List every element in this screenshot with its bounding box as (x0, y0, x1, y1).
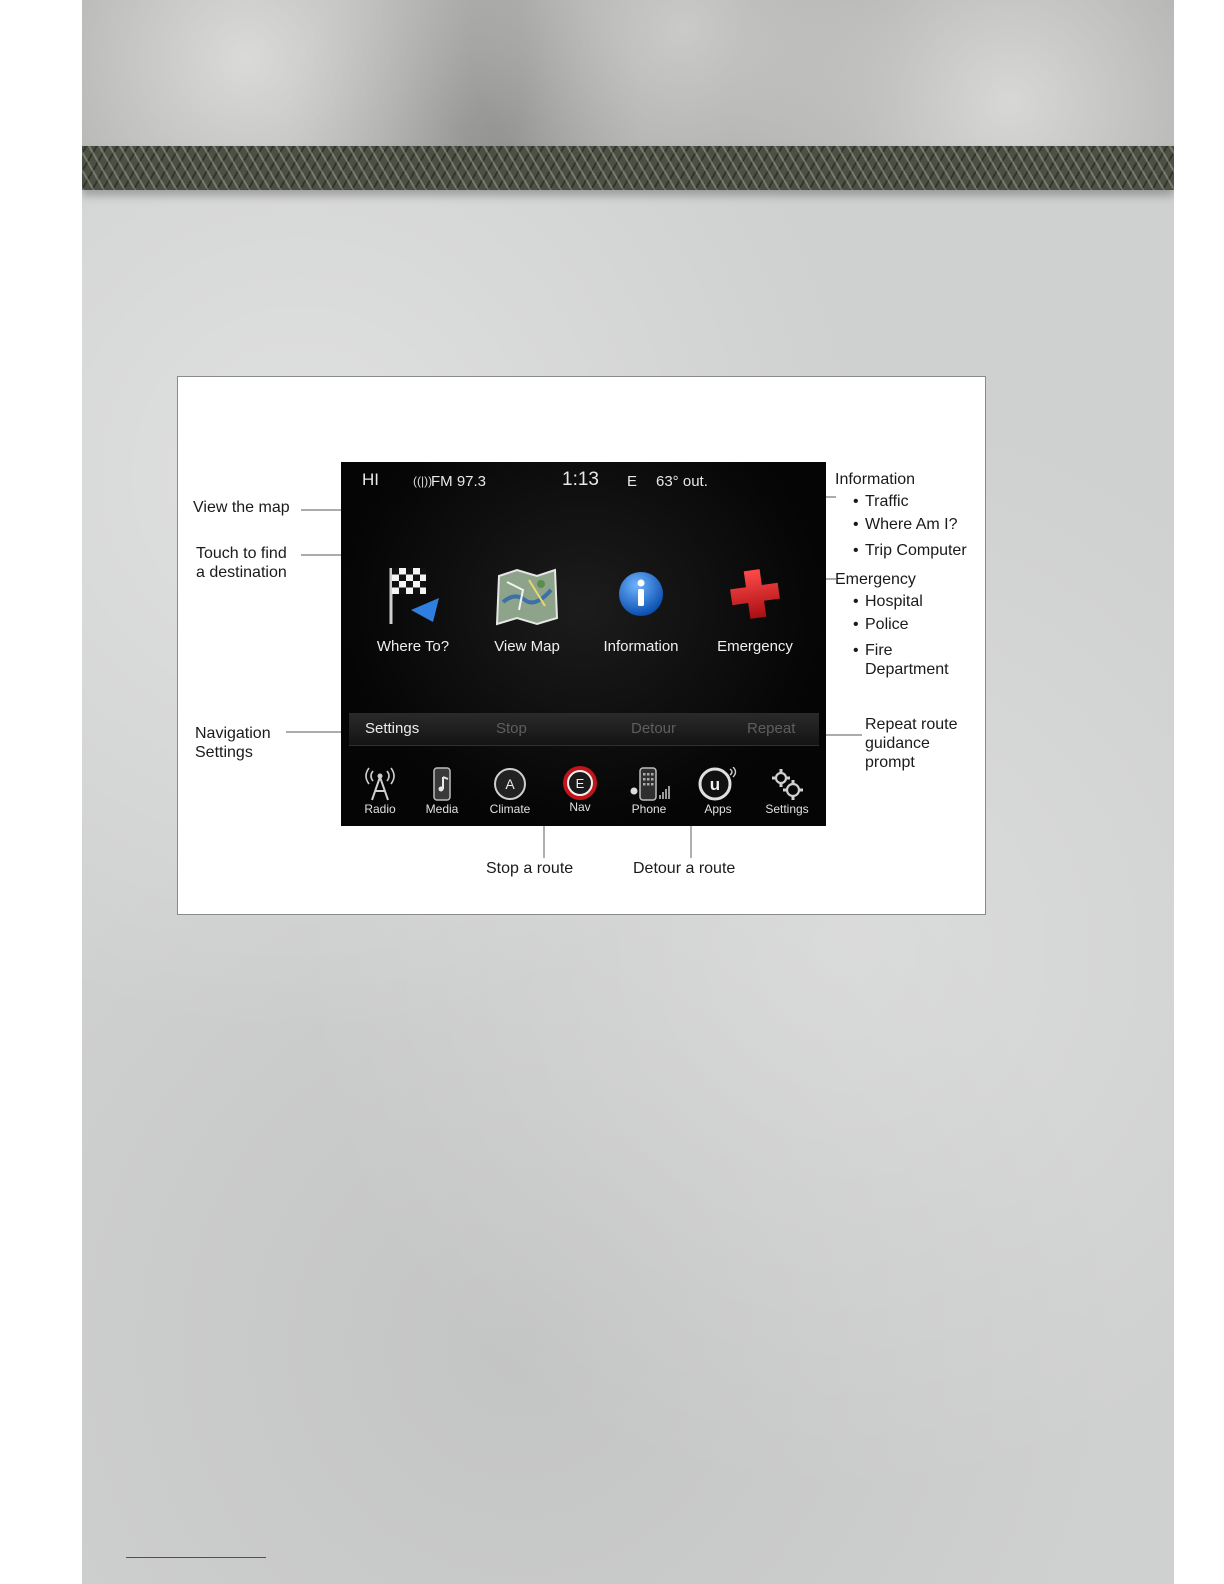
callout-detour-route: Detour a route (633, 860, 736, 877)
svg-text:A: A (505, 776, 515, 792)
dock-phone-label: Phone (631, 802, 667, 816)
dock-radio[interactable] (350, 767, 410, 816)
uconnect-nav-screen (341, 462, 826, 826)
red-cross-icon (723, 562, 787, 626)
where-to-button[interactable] (353, 562, 473, 655)
footer-link-underline[interactable] (126, 1557, 266, 1558)
status-clock: 1:13 (562, 469, 599, 490)
climate-icon (492, 767, 528, 801)
callout-info-trip-computer: • Trip Computer (865, 541, 967, 560)
dock-apps-label: Apps (704, 802, 732, 816)
callout-nav-settings-1: Navigation (195, 725, 271, 742)
nav-softkey-bar (349, 713, 819, 746)
callout-nav-settings-2: Settings (195, 744, 253, 761)
callout-info-traffic: • Traffic (865, 492, 909, 511)
svg-text:u: u (709, 775, 721, 794)
softkey-repeat[interactable]: Repeat (747, 720, 796, 737)
emergency-label: Emergency (717, 638, 793, 655)
information-button[interactable] (581, 562, 701, 655)
callout-repeat-3: prompt (865, 754, 915, 771)
dock-climate[interactable] (480, 767, 540, 816)
info-icon (609, 562, 673, 626)
map-icon (485, 562, 569, 626)
dock-phone[interactable] (619, 767, 679, 816)
dock-media[interactable] (412, 767, 472, 816)
softkey-detour[interactable]: Detour (631, 720, 677, 737)
radio-tower-icon (364, 767, 396, 801)
dock-settings-label: Settings (765, 802, 809, 816)
callout-information: Information (835, 471, 916, 488)
dock-radio-label: Radio (364, 802, 396, 816)
callout-repeat-1: Repeat route (865, 716, 958, 733)
softkey-settings[interactable]: Settings (365, 720, 420, 737)
uconnect-icon (696, 767, 740, 801)
callout-repeat-2: guidance (865, 735, 930, 752)
dock-nav[interactable] (550, 767, 610, 814)
gears-icon (770, 767, 804, 801)
callout-emergency-fire: • Fire (865, 641, 893, 660)
status-compass: E (627, 473, 638, 490)
dock-climate-label: Climate (489, 802, 531, 816)
phone-icon (621, 767, 677, 801)
callout-info-where-am-i: • Where Am I? (865, 515, 957, 534)
checkered-flag-icon (381, 562, 445, 626)
callout-stop-route: Stop a route (486, 860, 574, 877)
callout-emergency: Emergency (835, 571, 916, 588)
status-radio: FM 97.3 (431, 473, 487, 490)
emergency-button[interactable] (695, 562, 815, 655)
view-map-button[interactable] (467, 562, 587, 655)
where-to-label: Where To? (376, 638, 450, 655)
callout-emergency-hospital: • Hospital (865, 592, 923, 611)
softkey-stop[interactable]: Stop (496, 720, 527, 737)
dock-media-label: Media (425, 802, 459, 816)
callout-view-map: View the map (193, 499, 290, 516)
media-player-icon (426, 767, 458, 801)
status-hi: HI (362, 470, 379, 489)
signal-icon: ((|)) (413, 474, 433, 488)
dock-nav-label: Nav (569, 800, 591, 814)
svg-text:E: E (575, 776, 585, 791)
view-map-label: View Map (494, 638, 560, 655)
dock-settings[interactable] (757, 767, 817, 816)
dock-apps[interactable] (688, 767, 748, 816)
compass-icon (560, 765, 600, 801)
callout-emergency-department: Department (865, 661, 949, 678)
callout-emergency-police: • Police (865, 615, 909, 634)
status-temperature: 63° out. (656, 473, 708, 490)
callout-find-destination-1: Touch to find (196, 545, 287, 562)
information-label: Information (603, 638, 679, 655)
callout-find-destination-2: a destination (196, 564, 287, 581)
